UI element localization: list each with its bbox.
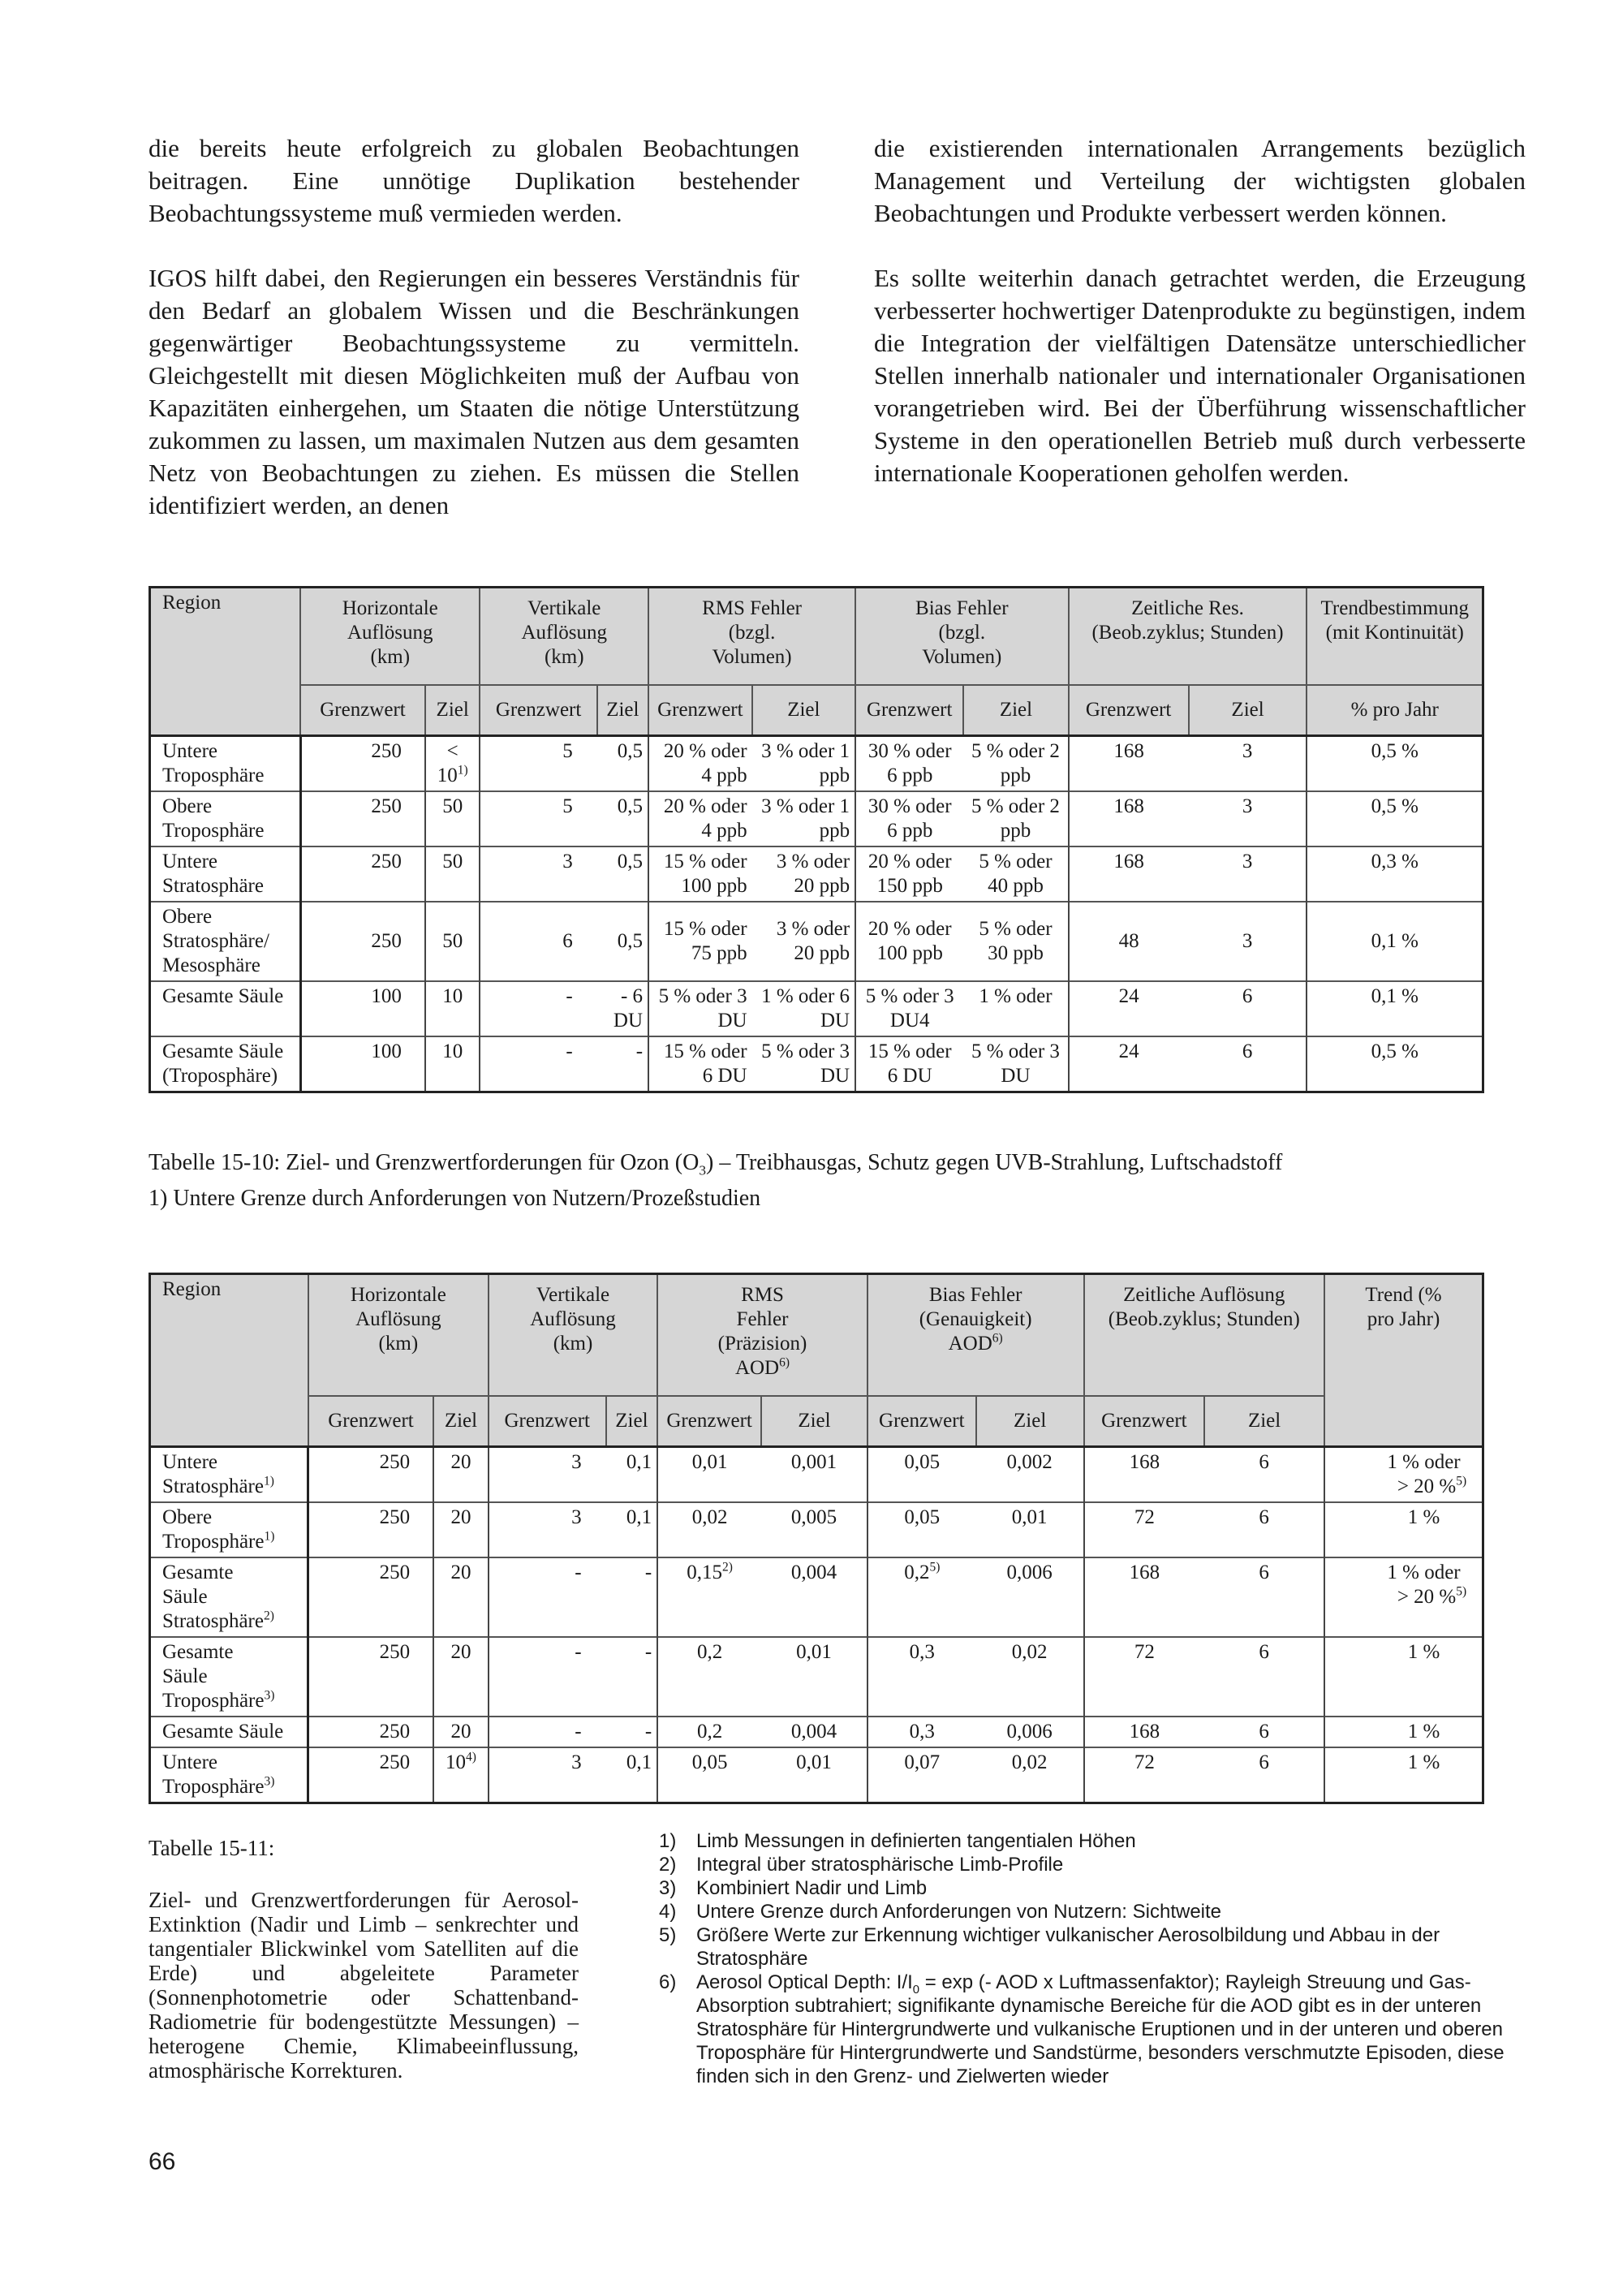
sub-limit: Grenzwert <box>300 685 425 736</box>
time-limit-cell: 24 <box>1118 1040 1139 1062</box>
horiz-target-cell: 10 <box>425 981 480 1036</box>
vert-limit-cell: 6 <box>562 930 573 952</box>
caption-main <box>149 1148 1528 1178</box>
trend-cell <box>1324 1717 1483 1747</box>
footnote-4 <box>659 1900 1521 1923</box>
vert-target-cell: 0,1 <box>606 1502 658 1557</box>
bias-target-cell: 0,01 <box>976 1502 1084 1557</box>
rms-target-cell: 3 % oder 20 ppb <box>752 902 855 981</box>
horiz-target-cell: 20 <box>433 1502 489 1557</box>
region-cell-sup: 1) <box>263 1474 274 1488</box>
table-row <box>150 1637 1483 1717</box>
time-target-cell: 6 <box>1204 1447 1324 1503</box>
rms-limit-cell <box>657 1557 761 1637</box>
vert-target-cell: - <box>606 1637 658 1717</box>
region-cell-sup: 3) <box>264 1688 275 1703</box>
sub-target: Ziel <box>1204 1396 1324 1447</box>
region-cell: Obere Troposphäre <box>150 791 301 846</box>
vert-limit-cell: - <box>575 1641 582 1663</box>
bias-target-cell: 5 % oder 2 ppb <box>963 791 1068 846</box>
bias-limit-cell: 0,05 <box>904 1451 941 1473</box>
trend-line-2 <box>1330 1585 1477 1609</box>
bias-target-cell: 0,02 <box>976 1747 1084 1803</box>
sub-target: Ziel <box>761 1396 867 1447</box>
vert-target-cell: 0,1 <box>606 1747 658 1803</box>
table-15-10-caption <box>149 1148 1528 1213</box>
vert-limit-cell: 3 <box>571 1751 582 1773</box>
region-cell: Gesamte Säule (Troposphäre) <box>150 1036 301 1092</box>
trend-cell <box>1324 1502 1483 1557</box>
table-row <box>150 981 1483 1036</box>
table-row <box>150 791 1483 846</box>
header-horizontal-resolution: Horizontale Auflösung (km) <box>300 588 480 686</box>
header-region: Region <box>150 588 301 736</box>
bias-target-cell: 5 % oder 2 ppb <box>963 736 1068 792</box>
horiz-limit-cell: 250 <box>308 1557 433 1637</box>
header-bias-error <box>867 1274 1084 1397</box>
horiz-target-cell <box>433 1747 489 1803</box>
trend-line-2-text: > 20 % <box>1397 1586 1457 1608</box>
horiz-limit-cell: 250 <box>300 736 425 792</box>
rms-target-cell: 5 % oder 3 DU <box>752 1036 855 1092</box>
aerosol-requirements-table <box>149 1273 1484 1804</box>
footnote-number: 3) <box>659 1877 677 1899</box>
table-row <box>150 1502 1483 1557</box>
bias-limit-cell: 20 % oder 150 ppb <box>867 851 952 897</box>
header-rms-error: RMS Fehler (bzgl. Volumen) <box>648 588 855 686</box>
rms-limit-cell: 5 % oder 3 DU <box>658 985 747 1032</box>
trend-cell: 0,5 % <box>1371 1040 1419 1062</box>
header-bias-text: Bias Fehler (Genauigkeit) AOD <box>919 1284 1032 1355</box>
footnote-5 <box>659 1923 1521 1971</box>
footnote-text: Limb Messungen in definierten tangentialen Höhen <box>696 1830 1136 1852</box>
time-target-cell: 6 <box>1204 1747 1324 1803</box>
bias-target-cell: 5 % oder 3 DU <box>963 1036 1068 1092</box>
region-cell <box>150 1557 308 1637</box>
sub-target: Ziel <box>606 1396 658 1447</box>
horiz-limit-cell: 100 <box>300 981 425 1036</box>
vert-limit-cell: - <box>575 1721 582 1742</box>
rms-target-cell: 0,004 <box>761 1557 867 1637</box>
bias-target-cell: 0,006 <box>976 1717 1084 1747</box>
time-target-cell: 6 <box>1189 1036 1307 1092</box>
vert-limit-cell: - <box>566 985 573 1007</box>
horiz-target-cell: 20 <box>433 1447 489 1503</box>
time-limit-cell: 72 <box>1134 1641 1155 1663</box>
time-limit-cell: 168 <box>1113 851 1144 872</box>
rms-target-cell: 0,01 <box>761 1747 867 1803</box>
horiz-target-cell: 50 <box>425 902 480 981</box>
bias-target-cell: 1 % oder <box>963 981 1068 1036</box>
sub-target: Ziel <box>976 1396 1084 1447</box>
sub-limit: Grenzwert <box>1069 685 1189 736</box>
time-limit-cell: 72 <box>1134 1751 1155 1773</box>
right-paragraph-2: Es sollte weiterhin danach getrachtet werden, die Erzeugung verbesserter hochwertiger Datenprodukte zu begünstigen, indem die Integration der vielfältigen Datensätze unterschiedlicher Stellen innerhalb nationaler und internationaler Organisationen vorangetrieben wird. Bei der Überführung wissenschaftlicher Systeme in den operationellen Betrieb muß durch verbesserte internationale Kooperationen geholfen werden. <box>874 264 1526 487</box>
header-trend: Trendbestimmung (mit Kontinuität) <box>1307 588 1483 686</box>
horiz-target-cell-sup: 1) <box>457 763 468 778</box>
bias-limit-cell: 0,07 <box>904 1751 941 1773</box>
right-column <box>874 132 1526 522</box>
vert-limit-cell: 3 <box>562 851 573 872</box>
bias-limit-cell <box>867 1557 976 1637</box>
region-cell-text: Untere Stratosphäre <box>162 1451 264 1497</box>
trend-line-1: 1 % <box>1407 1751 1440 1773</box>
horiz-limit-cell: 100 <box>300 1036 425 1092</box>
table-row <box>150 1557 1483 1637</box>
trend-line-1: 1 % <box>1407 1506 1440 1528</box>
time-limit-cell: 168 <box>1113 740 1144 762</box>
rms-limit-cell: 15 % oder 75 ppb <box>663 918 747 964</box>
rms-limit-cell: 0,01 <box>691 1451 728 1473</box>
time-target-cell: 3 <box>1189 846 1307 902</box>
table-header-row <box>150 588 1483 686</box>
bias-limit-cell: 5 % oder 3 DU4 <box>865 985 954 1032</box>
region-cell <box>150 1502 308 1557</box>
bias-limit-cell: 0,3 <box>909 1721 935 1742</box>
header-rms-sup: 6) <box>779 1355 790 1370</box>
header-bias-error: Bias Fehler (bzgl. Volumen) <box>855 588 1069 686</box>
footnote-text-a: Aerosol Optical Depth: I/I <box>696 1971 913 1993</box>
time-limit-cell: 168 <box>1129 1451 1160 1473</box>
sub-target: Ziel <box>1189 685 1307 736</box>
region-cell: Untere Troposphäre <box>150 736 301 792</box>
region-cell: Untere Stratosphäre <box>150 846 301 902</box>
header-vertical-resolution: Vertikale Auflösung (km) <box>489 1274 657 1397</box>
region-cell: Obere Stratosphäre/ Mesosphäre <box>150 902 301 981</box>
time-limit-cell: 168 <box>1113 795 1144 817</box>
table-row <box>150 1717 1483 1747</box>
trend-cell <box>1324 1447 1483 1503</box>
time-target-cell: 6 <box>1204 1557 1324 1637</box>
footnote-number: 5) <box>659 1924 677 1946</box>
region-cell-sup: 3) <box>264 1774 275 1789</box>
sub-percent-per-year: % pro Jahr <box>1307 685 1483 736</box>
trend-cell: 0,5 % <box>1371 795 1419 817</box>
vert-limit-cell: - <box>575 1562 582 1583</box>
bias-target-cell: 0,002 <box>976 1447 1084 1503</box>
rms-target-cell: 3 % oder 1 ppb <box>752 791 855 846</box>
region-cell <box>150 1747 308 1803</box>
bias-target-cell: 5 % oder 40 ppb <box>963 846 1068 902</box>
footnote-text: Größere Werte zur Erkennung wichtiger vulkanischer Aerosolbildung und Abbau in der Stratosphäre <box>696 1924 1440 1970</box>
table-row <box>150 1747 1483 1803</box>
footnote-subscript: 0 <box>912 1983 920 1997</box>
time-limit-cell: 72 <box>1134 1506 1155 1528</box>
trend-cell: 0,1 % <box>1371 930 1419 952</box>
table-row <box>150 1036 1483 1092</box>
bias-limit-cell-text: 0,2 <box>904 1562 930 1583</box>
time-target-cell: 3 <box>1189 736 1307 792</box>
horiz-limit-cell: 250 <box>300 902 425 981</box>
footnote-number: 6) <box>659 1971 677 1993</box>
time-limit-cell: 48 <box>1118 930 1139 952</box>
footnote-2 <box>659 1853 1521 1876</box>
sub-limit: Grenzwert <box>867 1396 976 1447</box>
vert-target-cell: - 6 DU <box>597 981 648 1036</box>
sub-limit: Grenzwert <box>308 1396 433 1447</box>
caption-footnote: 1) Untere Grenze durch Anforderungen von Nutzern/Prozeßstudien <box>149 1186 761 1211</box>
bias-limit-cell: 30 % oder 6 ppb <box>867 795 952 842</box>
trend-cell: 0,3 % <box>1371 851 1419 872</box>
footnote-text <box>696 1971 1521 2088</box>
vert-limit-cell: 3 <box>571 1451 582 1473</box>
bias-target-cell: 0,006 <box>976 1557 1084 1637</box>
trend-line-1: 1 % <box>1407 1641 1440 1663</box>
left-paragraph-1: die bereits heute erfolgreich zu globalen Beobachtungen beitragen. Eine unnötige Duplikation bestehender Beobachtungssysteme muß vermieden werden. <box>149 134 799 227</box>
rms-limit-cell: 20 % oder 4 ppb <box>663 795 747 842</box>
horiz-target-cell-text: < 10 <box>437 740 458 786</box>
footnote-number: 2) <box>659 1854 677 1876</box>
rms-target-cell: 0,005 <box>761 1502 867 1557</box>
bias-limit-cell: 0,3 <box>909 1641 935 1663</box>
vert-target-cell: - <box>606 1557 658 1637</box>
footnote-text: Integral über stratosphärische Limb-Profile <box>696 1854 1064 1876</box>
rms-limit-cell: 0,05 <box>691 1751 728 1773</box>
table-15-11-caption <box>149 1836 579 2083</box>
region-cell-sup: 1) <box>264 1529 275 1544</box>
time-target-cell: 6 <box>1204 1717 1324 1747</box>
bias-limit-cell: 0,05 <box>904 1506 941 1528</box>
vert-target-cell: - <box>597 1036 648 1092</box>
table-row <box>150 902 1483 981</box>
header-vertical-resolution: Vertikale Auflösung (km) <box>480 588 648 686</box>
header-temporal-resolution: Zeitliche Res. (Beob.zyklus; Stunden) <box>1069 588 1307 686</box>
aerosol-table-body <box>150 1447 1483 1803</box>
horiz-target-cell-text: 10 <box>446 1751 467 1773</box>
horiz-target-cell-sup: 4) <box>466 1750 476 1764</box>
horiz-target-cell: 50 <box>425 846 480 902</box>
horiz-limit-cell: 250 <box>308 1747 433 1803</box>
header-rms-text: RMS Fehler (Präzision) AOD <box>717 1284 807 1379</box>
footnote-text: Kombiniert Nadir und Limb <box>696 1877 928 1899</box>
vert-limit-cell: 5 <box>562 795 573 817</box>
caption-text-b: ) – Treibhausgas, Schutz gegen UVB-Strahlung, Luftschadstoff <box>706 1150 1283 1175</box>
table-row <box>150 736 1483 792</box>
caption-text: Ziel- und Grenzwertforderungen für Aerosol-Extinktion (Nadir und Limb – senkrechter und tangentialer Blickwinkel vom Satelliten auf die Erde) und abgeleitete Parameter (Sonnenphotometrie oder Schattenband-Radiometrie für bodengestützte Messungen) – heterogene Chemie, Klimabeeinflussung, atmosphärische Korrekturen. <box>149 1888 579 2083</box>
vert-target-cell: 0,5 <box>597 846 648 902</box>
trend-line-1: 1 % oder <box>1387 1562 1461 1583</box>
footnotes <box>659 1829 1521 2088</box>
ozone-table-body <box>150 736 1483 1092</box>
footnote-text: Untere Grenze durch Anforderungen von Nutzern: Sichtweite <box>696 1901 1222 1923</box>
rms-target-cell: 0,01 <box>761 1637 867 1717</box>
trend-cell: 0,1 % <box>1371 985 1419 1007</box>
rms-limit-cell: 0,02 <box>691 1506 728 1528</box>
left-column <box>149 132 799 554</box>
footnote-text-b: = exp (- AOD x Luftmassenfaktor); Rayleigh Streuung und Gas-Absorption subtrahiert; signifikante dynamische Bereiche für die AOD gibt es in der unteren Stratosphäre für Hintergrundwerte und vulkanische Eruptionen und in der unteren und oberen Troposphäre für Hintergrundwerte und Sandstürme, besonders verschmutzte Episoden, diese finden sich in den Grenz- und Zielwerten wieder <box>696 1971 1505 2087</box>
header-trend: Trend (% pro Jahr) <box>1324 1274 1483 1447</box>
bias-limit-cell: 15 % oder 6 DU <box>867 1040 952 1087</box>
right-paragraph-1: die existierenden internationalen Arrangements bezüglich Management und Verteilung der wichtigsten globalen Beobachtungen und Produkte verbessert werden können. <box>874 134 1526 227</box>
table-header-row <box>150 1274 1483 1397</box>
rms-limit-cell: 15 % oder 100 ppb <box>663 851 747 897</box>
horiz-limit-cell: 250 <box>308 1637 433 1717</box>
region-cell: Gesamte Säule <box>150 981 301 1036</box>
horiz-limit-cell: 250 <box>300 791 425 846</box>
ozone-requirements-table <box>149 586 1484 1093</box>
table-row <box>150 1447 1483 1503</box>
vert-target-cell: 0,5 <box>597 736 648 792</box>
region-cell <box>150 1637 308 1717</box>
rms-target-cell: 0,001 <box>761 1447 867 1503</box>
rms-limit-cell: 15 % oder 6 DU <box>663 1040 747 1087</box>
bias-limit-cell: 30 % oder 6 ppb <box>867 740 952 786</box>
time-target-cell: 6 <box>1204 1502 1324 1557</box>
sub-target: Ziel <box>752 685 855 736</box>
table-subheader-row <box>150 1396 1483 1447</box>
footnote-number: 1) <box>659 1830 677 1852</box>
rms-limit-cell: 0,2 <box>697 1641 723 1663</box>
rms-limit-cell-text: 0,15 <box>687 1562 723 1583</box>
region-cell-text: Untere Troposphäre <box>162 1751 265 1798</box>
header-bias-sup: 6) <box>992 1331 1003 1346</box>
region-cell <box>150 1447 308 1503</box>
sub-target: Ziel <box>963 685 1068 736</box>
trend-line-1: 1 % oder <box>1387 1451 1461 1473</box>
rms-limit-cell-sup: 2) <box>722 1560 733 1574</box>
sub-limit: Grenzwert <box>489 1396 606 1447</box>
region-cell-text: Gesamte Säule Troposphäre <box>162 1641 265 1712</box>
bias-target-cell: 5 % oder 30 ppb <box>963 902 1068 981</box>
horiz-target-cell: 20 <box>433 1717 489 1747</box>
trend-line-2-text: > 20 % <box>1397 1475 1457 1497</box>
horiz-limit-cell: 250 <box>308 1717 433 1747</box>
time-target-cell: 6 <box>1189 981 1307 1036</box>
table-subheader-row <box>150 685 1483 736</box>
horiz-limit-cell: 250 <box>308 1447 433 1503</box>
left-paragraph-2: IGOS hilft dabei, den Regierungen ein besseres Verständnis für den Bedarf an globalem Wissen und die Beschränkungen gegenwärtiger Beobachtungssysteme zu vermitteln. Gleichgestellt mit diesen Möglichkeiten muß der Aufbau von Kapazitäten einhergehen, um Staaten die nötige Unterstützung zukommen zu lassen, um maximalen Nutzen aus dem gesamten Netz von Beobachtungen zu ziehen. Es müssen die Stellen identifiziert werden, an denen <box>149 264 799 519</box>
trend-cell <box>1324 1747 1483 1803</box>
rms-target-cell: 3 % oder 20 ppb <box>752 846 855 902</box>
bias-target-cell: 0,02 <box>976 1637 1084 1717</box>
sub-limit: Grenzwert <box>855 685 963 736</box>
sub-limit: Grenzwert <box>1084 1396 1205 1447</box>
trend-line-2-sup: 5) <box>1456 1474 1467 1488</box>
horiz-target-cell: 50 <box>425 791 480 846</box>
region-cell-text: Gesamte Säule Stratosphäre <box>162 1562 264 1632</box>
vert-target-cell: 0,5 <box>597 902 648 981</box>
region-cell-text: Obere Troposphäre <box>162 1506 265 1553</box>
rms-target-cell: 1 % oder 6 DU <box>752 981 855 1036</box>
footnote-3 <box>659 1876 1521 1900</box>
trend-cell <box>1324 1557 1483 1637</box>
time-limit-cell: 168 <box>1129 1562 1160 1583</box>
region-cell-sup: 2) <box>263 1609 274 1623</box>
vert-target-cell: 0,1 <box>606 1447 658 1503</box>
horiz-limit-cell: 250 <box>308 1502 433 1557</box>
time-target-cell: 3 <box>1189 791 1307 846</box>
rms-target-cell: 0,004 <box>761 1717 867 1747</box>
trend-line-1: 1 % <box>1407 1721 1440 1742</box>
sub-target: Ziel <box>597 685 648 736</box>
footnote-number: 4) <box>659 1901 677 1923</box>
bias-limit-cell-sup: 5) <box>929 1560 941 1574</box>
horiz-target-cell <box>425 736 480 792</box>
horiz-limit-cell: 250 <box>300 846 425 902</box>
time-target-cell: 3 <box>1189 902 1307 981</box>
vert-limit-cell: - <box>566 1040 573 1062</box>
footnote-6 <box>659 1971 1521 2088</box>
vert-target-cell: - <box>606 1717 658 1747</box>
caption-text-a: Tabelle 15-10: Ziel- und Grenzwertforderungen für Ozon (O <box>149 1150 700 1175</box>
sub-limit: Grenzwert <box>657 1396 761 1447</box>
footnote-1 <box>659 1829 1521 1853</box>
bias-limit-cell: 20 % oder 100 ppb <box>867 918 952 964</box>
table-row <box>150 846 1483 902</box>
vert-limit-cell: 5 <box>562 740 573 762</box>
time-limit-cell: 168 <box>1129 1721 1160 1742</box>
sub-target: Ziel <box>425 685 480 736</box>
trend-cell <box>1324 1637 1483 1717</box>
vert-limit-cell: 3 <box>571 1506 582 1528</box>
sub-limit: Grenzwert <box>480 685 596 736</box>
caption-label: Tabelle 15-11: <box>149 1836 275 1860</box>
rms-limit-cell: 20 % oder 4 ppb <box>663 740 747 786</box>
trend-line-2 <box>1330 1475 1477 1499</box>
trend-cell: 0,5 % <box>1371 740 1419 762</box>
trend-line-2-sup: 5) <box>1456 1584 1467 1599</box>
rms-limit-cell: 0,2 <box>697 1721 723 1742</box>
horiz-target-cell: 10 <box>425 1036 480 1092</box>
vert-target-cell: 0,5 <box>597 791 648 846</box>
time-target-cell: 6 <box>1204 1637 1324 1717</box>
sub-target: Ziel <box>433 1396 489 1447</box>
header-region: Region <box>150 1274 308 1447</box>
time-limit-cell: 24 <box>1118 985 1139 1007</box>
header-rms-error <box>657 1274 867 1397</box>
caption-subscript: 3 <box>699 1162 707 1178</box>
page-number: 66 <box>149 2148 176 2175</box>
header-horizontal-resolution: Horizontale Auflösung (km) <box>308 1274 489 1397</box>
horiz-target-cell: 20 <box>433 1637 489 1717</box>
sub-limit: Grenzwert <box>648 685 752 736</box>
region-cell: Gesamte Säule <box>150 1717 308 1747</box>
header-temporal-resolution: Zeitliche Auflösung (Beob.zyklus; Stunden) <box>1084 1274 1325 1397</box>
rms-target-cell: 3 % oder 1 ppb <box>752 736 855 792</box>
horiz-target-cell: 20 <box>433 1557 489 1637</box>
